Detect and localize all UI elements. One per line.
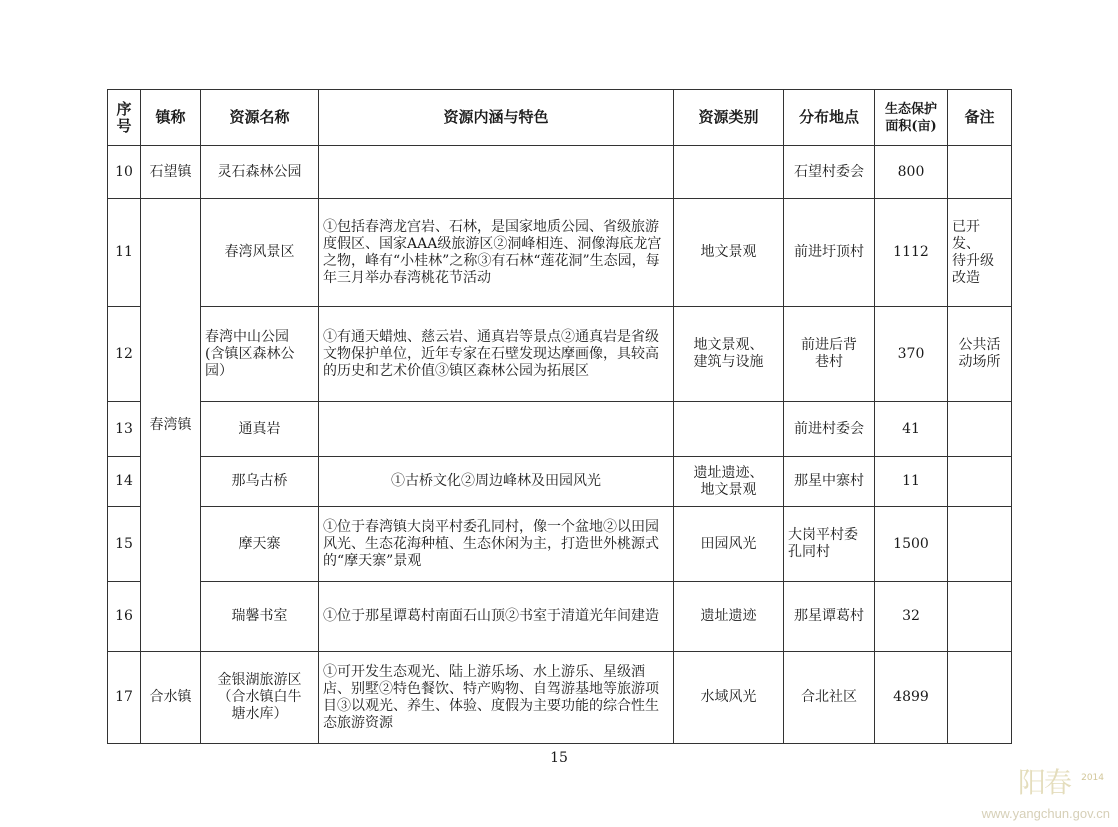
cell-note: [948, 582, 1012, 652]
cell-name: 那乌古桥: [201, 457, 319, 507]
cell-no: 15: [108, 507, 141, 582]
cell-no: 13: [108, 402, 141, 457]
cell-no: 11: [108, 199, 141, 307]
cell-area: 4899: [875, 652, 948, 744]
cell-name: 摩天寨: [201, 507, 319, 582]
col-header-no: 序 号: [108, 90, 141, 146]
cell-category: 田园风光: [674, 507, 784, 582]
col-header-note: 备注: [948, 90, 1012, 146]
table-row: [108, 507, 1012, 582]
cell-town: 石望镇: [141, 146, 201, 199]
table-row: [108, 402, 1012, 457]
cell-desc: ①可开发生态观光、陆上游乐场、水上游乐、星级酒店、别墅②特色餐饮、特产购物、自驾游基地等旅游项目③以观光、养生、体验、度假为主要功能的综合性生态旅游资源: [319, 652, 674, 744]
site-watermark: [960, 761, 1110, 821]
header-row: [108, 90, 1012, 146]
cell-location: 合北社区: [784, 652, 875, 744]
resource-table: [107, 89, 1012, 744]
cell-note: [948, 457, 1012, 507]
cell-note: 公共活 动场所: [948, 307, 1012, 402]
cell-note: [948, 507, 1012, 582]
cell-location: 前进圩顶村: [784, 199, 875, 307]
cell-desc: ①包括春湾龙宫岩、石林，是国家地质公园、省级旅游度假区、国家AAA级旅游区②洞峰相连、洞像海底龙宫之物，峰有“小桂林”之称③有石林“莲花洞”生态园，每年三月举办春湾桃花节活动: [319, 199, 674, 307]
watermark-badge: 2014: [1081, 773, 1104, 783]
cell-area: 370: [875, 307, 948, 402]
cell-category: 遗址遗迹: [674, 582, 784, 652]
cell-area: 32: [875, 582, 948, 652]
cell-no: 17: [108, 652, 141, 744]
watermark-logo-icon: 阳春: [1017, 766, 1070, 799]
cell-name: 金银湖旅游区 （合水镇白牛 塘水库）: [201, 652, 319, 744]
col-header-town: 镇称: [141, 90, 201, 146]
cell-note: [948, 402, 1012, 457]
table-row: [108, 199, 1012, 307]
cell-area: 800: [875, 146, 948, 199]
cell-name: 春湾风景区: [201, 199, 319, 307]
cell-desc: ①位于春湾镇大岗平村委孔同村，像一个盆地②以田园风光、生态花海种植、生态休闲为主，打造世外桃源式的“摩天寨”景观: [319, 507, 674, 582]
cell-location: 前进后背 巷村: [784, 307, 875, 402]
table-row: [108, 582, 1012, 652]
cell-no: 16: [108, 582, 141, 652]
cell-note: 已开发、 待升级 改造: [948, 199, 1012, 307]
cell-location: 前进村委会: [784, 402, 875, 457]
cell-name: 瑞馨书室: [201, 582, 319, 652]
cell-area: 1112: [875, 199, 948, 307]
cell-category: 遗址遗迹、 地文景观: [674, 457, 784, 507]
col-header-name: 资源名称: [201, 90, 319, 146]
cell-location: 石望村委会: [784, 146, 875, 199]
table-row: [108, 457, 1012, 507]
cell-category: [674, 402, 784, 457]
cell-no: 12: [108, 307, 141, 402]
table-row: [108, 307, 1012, 402]
col-header-location: 分布地点: [784, 90, 875, 146]
cell-desc: [319, 146, 674, 199]
cell-location: 大岗平村委 孔同村: [784, 507, 875, 582]
cell-category: [674, 146, 784, 199]
cell-category: 水域风光: [674, 652, 784, 744]
cell-area: 41: [875, 402, 948, 457]
cell-desc: ①位于那星谭葛村南面石山顶②书室于清道光年间建造: [319, 582, 674, 652]
page-number: 15: [550, 750, 568, 766]
cell-town: 合水镇: [141, 652, 201, 744]
table-row: [108, 146, 1012, 199]
cell-area: 11: [875, 457, 948, 507]
cell-name: 灵石森林公园: [201, 146, 319, 199]
cell-area: 1500: [875, 507, 948, 582]
watermark-url: www.yangchun.gov.cn: [981, 806, 1110, 821]
table-row: [108, 652, 1012, 744]
cell-town: 春湾镇: [141, 199, 201, 652]
col-header-area: 生态保护 面积(亩): [875, 90, 948, 146]
cell-location: 那星中寨村: [784, 457, 875, 507]
col-header-category: 资源类别: [674, 90, 784, 146]
cell-category: 地文景观: [674, 199, 784, 307]
col-header-desc: 资源内涵与特色: [319, 90, 674, 146]
cell-category: 地文景观、 建筑与设施: [674, 307, 784, 402]
cell-name: 通真岩: [201, 402, 319, 457]
cell-desc: ①有通天蜡烛、慈云岩、通真岩等景点②通真岩是省级文物保护单位，近年专家在石壁发现达摩画像，具较高的历史和艺术价值③镇区森林公园为拓展区: [319, 307, 674, 402]
cell-note: [948, 146, 1012, 199]
cell-desc: [319, 402, 674, 457]
cell-no: 14: [108, 457, 141, 507]
cell-desc: ①古桥文化②周边峰林及田园风光: [319, 457, 674, 507]
cell-note: [948, 652, 1012, 744]
cell-no: 10: [108, 146, 141, 199]
cell-name: 春湾中山公园 (含镇区森林公 园）: [201, 307, 319, 402]
cell-location: 那星谭葛村: [784, 582, 875, 652]
